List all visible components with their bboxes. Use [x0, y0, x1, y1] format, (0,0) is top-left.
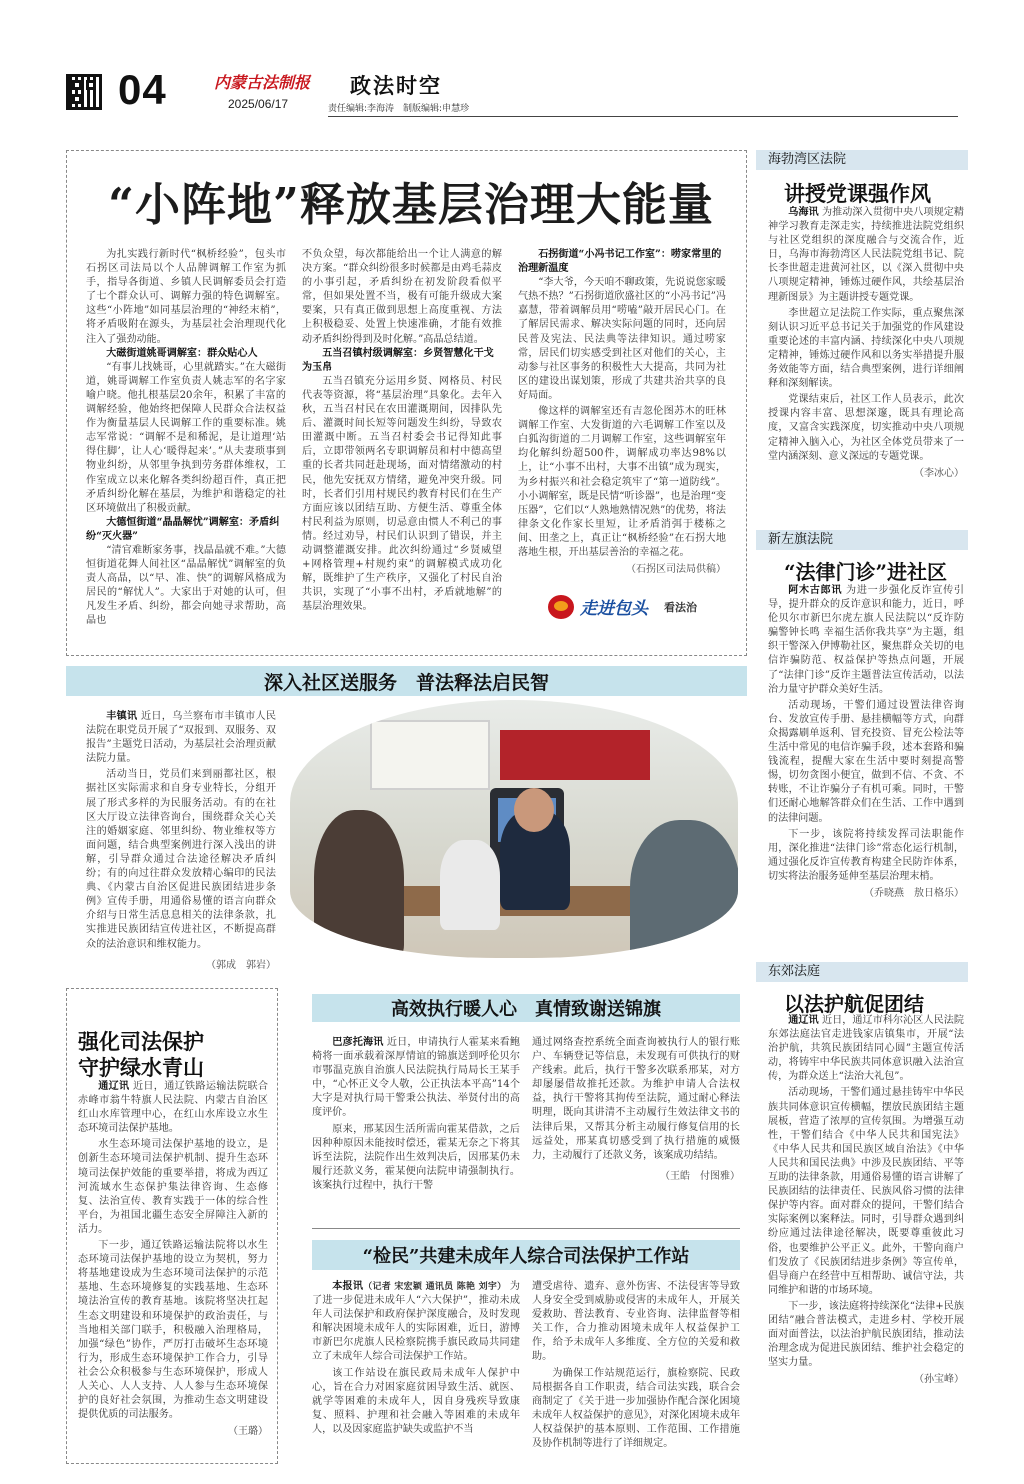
photo-window-icon [370, 720, 490, 790]
eco-paragraph: 水生态环境司法保护基地的设立，是创新生态环境司法保护机制、提升生态环境司法保护效能的重要举措，将成为西辽河流域水生态保护集法律咨询、生态修复、法治宣传、教育实践于一体的综合性平台，为祖国北疆生态安全屏障注入新的活力。 [78, 1139, 268, 1235]
badge-main-text: 走进包头 [580, 599, 648, 619]
court3-byline: 通辽讯 [788, 1015, 819, 1026]
court2-byline: 阿木古郎讯 [788, 585, 843, 596]
eco-text [78, 1080, 268, 1437]
juvenile-byline-note: （记者 宋宏颖 通讯员 陈艳 刘宇） [363, 1282, 507, 1292]
eco-credit: （王璐） [228, 1426, 268, 1438]
eco-paragraph: 近日，通辽铁路运输法院联合赤峰市翁牛特旗人民法院、内蒙古自治区红山水库管理中心，在红山水库设立水生态环境司法保护基地。 [78, 1081, 269, 1135]
execution-band-title: 高效执行暖人心 真情致谢送锦旗 [312, 994, 740, 1022]
editor-line: 责任编辑:李海涛 制版编辑:申慧珍 [328, 104, 470, 114]
community-credit: （郭成 郭岩） [206, 959, 276, 971]
execution-byline: 巴彦托海讯 [332, 1037, 384, 1048]
lead-paragraph: 五当召镇充分运用乡贤、网格员、村民代表等资源，将“基层治理”具象化。去年入秋，五当召村民在农田灌溉期间，因排队先后、灌溉时间长短等问题发生纠纷，导致农田灌溉中断。五当召村委会书记得知此事后，立即带领两名专职调解员和村中德高望重的长者共同赶赴现场，面对情绪激动的村民，他先安抚双方情绪，避免冲突升级。同时，长者们引用村规民约教育村民们在生产方面应该以团结互助、方便生活、尊重全体村民利益为原则，切忌意由惯人不利己的事情。经过劝导，村民们认识到了错误，并主动调整灌溉安排。此次纠纷通过“乡贤威望+网格管理+村规约束”的调解模式成功化解，既维护了生产秩序，又强化了村民自治共识，实现了“小事不出村，矛盾就地解”的基层治理效果。 [302, 375, 502, 613]
sidebar-label-xinzuoqi: 新左旗法院 [756, 530, 968, 550]
juvenile-divider [312, 1228, 740, 1229]
juvenile-column-1 [312, 1280, 520, 1437]
juvenile-paragraph: 为了进一步促进未成年人“六大保护”，推动未成年人司法保护和政府保护深度融合，及时发现和解决困境未成年人的实际困难，近日，游博市新巴尔虎旗人民检察院携手旗民政局共同建立了未成年人综合司法保护工作站。 [312, 1281, 520, 1363]
sidebar-label-dongjiao: 东郊法庭 [756, 962, 968, 982]
photo-person-icon [314, 810, 404, 958]
court3-paragraph: 近日，通辽市科尔沁区人民法院东郊法庭法官走进钱家店镇集市，开展“法治护航，共筑民族团结同心圆”主题宣传活动，将铸牢中华民族共同体意识融入法治宣传，为群众送上“法治大礼包”。 [768, 1015, 965, 1083]
newspaper-logo: 内蒙古法制报 [214, 73, 311, 92]
court2-text [768, 584, 964, 899]
court3-credit: （孙宝峰） [914, 1374, 964, 1386]
court1-credit: （李冰心） [914, 467, 964, 479]
lead-subheading: 五当召镇村级调解室：乡贤智慧化干戈为玉帛 [302, 347, 494, 373]
execution-column-2 [532, 1036, 740, 1182]
issue-date: 2025/06/17 [228, 97, 289, 111]
header-rule [328, 116, 958, 117]
community-paragraph: 近日，乌兰察布市丰镇市人民法院在职党员开展了“双报到、双服务、双报告”主题党日活动，为基层社会治理贡献法院力量。 [86, 711, 277, 765]
juvenile-paragraph: 遭受虐待、遗弃、意外伤害、不法侵害等导致人身安全受到威胁或侵害的未成年人，开展关爱救助、普法教育、专业咨询、法律监督等相关工作，合力推动困境未成年人权益保护工作，给予未成年人多维度、全方位的关爱和救助。 [532, 1281, 740, 1363]
execution-column-1 [312, 1036, 520, 1193]
court2-paragraph: 下一步，该院将持续发挥司法职能作用，深化推进“法律门诊”常态化运行机制，通过强化反诈宣传教育构建全民防诈体系，切实将法治服务延伸至基层治理末梢。 [768, 828, 964, 882]
lead-paragraph: “清官难断家务事，找晶晶就不难。”大德恒街道花舞人间社区“晶晶解忧”调解室的负责人高晶，以“早、准、快”的调解风格成为居民的“解忧人”。大家出于对她的认可，但凡发生矛盾、纠纷，都会向她寻求帮助，高晶也 [86, 544, 286, 627]
juvenile-column-2 [532, 1280, 740, 1451]
lead-subheading: 大磁街道姚哥调解室：群众贴心人 [106, 347, 258, 359]
sidebar-label-haibowan: 海勃湾区法院 [756, 150, 968, 170]
court2-credit: （乔晓燕 敖日格乐） [864, 887, 964, 899]
court1-paragraph: 为推动深入贯彻中央八项规定精神学习教育走深走实，持续推进法院党组织与社区党组织的深度融合与交流合作，近日，乌海市海勃湾区人民法院党组书记、院长李世超走进黄河社区，以《深入贯彻中央八项规定精神，锤炼过硬作风，共绘基层治理新图景》为主题讲授专题党课。 [768, 207, 965, 303]
photo-person-icon [630, 820, 738, 958]
eco-byline: 通辽讯 [98, 1081, 130, 1092]
lead-column-1 [86, 248, 286, 629]
court3-paragraph: 下一步，该法庭将持续深化“法律+民族团结”融合普法模式，走进乡村、学校开展面对面普法，以法治护航民族团结，推动法治理念成为促进民族团结、维护社会稳定的坚实力量。 [768, 1300, 964, 1369]
section-name: 政法时空 [350, 73, 442, 98]
juvenile-byline: 本报讯 [332, 1281, 364, 1292]
badge-sub-text: 看法治 [664, 601, 697, 614]
photo-person-icon [440, 840, 500, 930]
juvenile-paragraph: 为确保工作站规范运行，旗检察院、民政局根据各自工作职责，结合司法实践，联合会商制定了《关于进一步加强协作配合深化困境未成年人权益保护的意见》，对深化困境未成年人权益保护的基本原则、工作范围、工作措施及协作机制等进行了详细规定。 [532, 1367, 740, 1450]
court2-paragraph: 为进一步强化反诈宣传引导，提升群众的反诈意识和能力，近日，呼伦贝尔市新巴尔虎左旗人民法院以“反诈防骗警钟长鸣 幸福生活你我共享”为主题，组织干警深入伊博勒社区，聚焦群众关切的电信诈骗防范、权益保护等热点问题，开展了“法律门诊”反诈主题普法宣传活动，以法治力量守护群众美好生活。 [768, 585, 964, 695]
walk-into-baotou-badge [548, 594, 718, 620]
eco-headline-line-2: 守护绿水青山 [78, 1055, 204, 1080]
court1-text [768, 206, 964, 479]
lead-headline: “小阵地”释放基层治理大能量 [108, 178, 714, 231]
lead-paragraph: 为扎实践行新时代“枫桥经验”，包头市石拐区司法局以个人品牌调解工作室为抓手，指导各街道、乡镇人民调解委员会打造了七个群众认可、调解力强的特色调解室。这些“小阵地”如同基层治理的“神经末梢”，将矛盾吸附在源头，为基层社会治理现代化注入了强劲动能。 [86, 249, 286, 345]
court1-title: 讲授党课强作风 [784, 181, 931, 206]
community-text [86, 710, 276, 971]
juvenile-band-title: “检民”共建未成年人综合司法保护工作站 [312, 1240, 740, 1270]
court3-paragraph: 活动现场，干警们通过悬挂铸牢中华民族共同体意识宣传横幅，摆放民族团结主题展板，营造了浓厚的宣传氛围。为增强互动性，干警们结合《中华人民共和国宪法》《中华人民共和国民族区域自治法》《中华人民共和国民法典》中涉及民族团结、平等互助的法律条款，用通俗易懂的语言讲解了民族团结的法律责任、民族风俗习惯的法律保护等内容。面对群众的提问，干警们结合实际案例以案释法。同时，引导群众遇到纠纷应通过法律途径解决，既要尊重彼此习俗，也要维护公平正义。此外，干警向商户们发放了《民族团结进步条例》等宣传单，倡导商户在经营中互相帮助、诚信守法，共同维护和谐的市场环境。 [768, 1087, 964, 1296]
lead-paragraph: “李大爷，今天咱不聊政策，先说说您家暖气热不热？”石拐街道欣盛社区的“小冯书记”冯嘉慧，带着调解员用“唠嗑”敲开居民心门。在了解居民需求、解决实际问题的同时，还向居民普及宪法、民法典等法律知识。通过唠家常，居民们切实感受到社区对他们的关心，主动参与社区事务的积极性大大提高，共同为社区的建设出谋划策，形成了共建共治共享的良好局面。 [518, 277, 726, 401]
lead-paragraph: “有事儿找姚哥，心里就踏实。”在大磁街道，姚哥调解工作室负责人姚志军的名字家喻户晓。他扎根基层20余年，积累了丰富的调解经验，他始终把保障人民群众合法权益作为衡量基层人民调解工作的重要标准。姚志军常说：“调解不是和稀泥，是让道理‘站得住脚’，让人心‘暖得起来’。”从夫妻琐事到物业纠纷，从邻里争执到劳务群体维权，工作室成立以来化解各类纠纷超百件，真正把矛盾纠纷化解在基层，为维护和谐稳定的社区环境做出了积极贡献。 [86, 361, 286, 514]
lead-column-2 [302, 248, 502, 614]
qr-code-icon[interactable] [66, 74, 102, 110]
execution-paragraph: 近日，申请执行人霍某来看鲍椅将一面承载着深厚情谊的锦旗送到呼伦贝尔市鄂温克族自治旗人民法院执行局局长王某手中，“心怀正义令人敬，公正执法本平高”14个大字是对执行局干警秉公执法、举贤付出的高度评价。 [312, 1037, 520, 1119]
court2-title: “法律门诊”进社区 [784, 560, 948, 584]
eco-headline-line-1: 强化司法保护 [78, 1029, 204, 1054]
execution-paragraph: 原来，邢某因生活所需向霍某借款，之后因种种原因未能按时偿还，霍某无奈之下将其诉至法院，法院作出生效判决后，因邢某仍未履行还款义务，霍某便向法院申请强制执行。该案执行过程中，执行干警 [312, 1123, 520, 1191]
community-band-title: 深入社区送服务 普法释法启民智 [66, 666, 747, 696]
juvenile-paragraph: 该工作站设在旗民政局未成年人保护中心，旨在合力对困家庭贫困导致生活、就医、就学等困难的未成年人，因自身残疾导致康复、照料、护理和社会融入等困难的未成年人，以及因家庭监护缺失或监护不当 [312, 1367, 520, 1435]
community-photo [290, 700, 738, 958]
court1-byline: 乌海讯 [788, 207, 819, 218]
court1-paragraph: 党课结束后，社区工作人员表示，此次授课内容丰富、思想深邃，既具有理论高度，又富含实践深度，切实推动中央八项规定精神入脑入心，为社区全体党员带来了一堂内涵深刻、意义深远的专题党课。 [768, 394, 964, 462]
court3-text [768, 1014, 964, 1385]
lead-paragraph: 像这样的调解室还有吉忽伦图苏木的旺林调解工作室、大发街道的六毛调解工作室以及白狐沟街道的二月调解工作室，这些调解室年均化解纠纷超500件，调解成功率达98%以上，让“小事不出村，大事不出镇”成为现实，为乡村振兴和社会稳定筑牢了“第一道防线”。小小调解室，既是民情“听诊器”，也是治理“变压器”，它们以“人熟地熟情况熟”的优势，将法律条文化作家长里短，让矛盾消弭于楼栋之间、田垄之上，真正让“枫桥经验”在石拐大地落地生根，开出基层善治的幸福之花。 [518, 406, 726, 558]
lead-subheading: 石拐街道“小冯书记工作室”：唠家常里的治理新温度 [518, 249, 722, 275]
page-number: 04 [118, 66, 167, 113]
lead-subheading: 大德恒街道“晶晶解忧”调解室：矛盾纠纷“灭火器” [86, 516, 280, 542]
court3-title: 以法护航促团结 [784, 992, 924, 1016]
execution-credit: （王皓 付图雅） [660, 1170, 740, 1182]
court2-paragraph: 活动现场，干警们通过设置法律咨询台、发放宣传手册、悬挂横幅等方式，向群众揭露刷单返利、冒充投资、冒充公检法等生活中常见的电信诈骗手段，述本套路和骗钱流程，提醒大家在生活中要时刻提高警惕，切勿贪图小便宜，做到不信、不贪、不转账，不让诈骗分子有机可乘。同时，干警们还耐心地解答群众们在生活、工作中遇到的法律问题。 [768, 699, 964, 824]
lead-column-3 [518, 248, 726, 575]
lead-credit: （石拐区司法局供稿） [626, 564, 726, 576]
photo-banner-icon [500, 730, 650, 780]
community-byline: 丰镇讯 [106, 711, 138, 722]
community-paragraph: 活动当日，党员们来到丽都社区，根据社区实际需求和自身专业特长，分组开展了形式多样的为民服务活动。有的在社区大厅设立法律咨询台，围绕群众关心关注的婚姻家庭、邻里纠纷、物业维权等方面问题，结合典型案例进行深入浅出的讲解，引导群众通过合法途径解决矛盾纠纷；有的向过往群众发放精心编印的民法典、《内蒙古自治区促进民族团结进步条例》宣传手册，用通俗易懂的语言向群众介绍与日常生活息息相关的法律条款，扎实推进民族团结宣传进社区，不断提高群众的法治意识和维权能力。 [86, 769, 276, 950]
execution-paragraph: 通过网络查控系统全面查询被执行人的银行账户、车辆登记等信息，未发现有可供执行的财产线索。此后，执行干警多次联系邢某，对方却屡屡借故推托还款。为维护申请人合法权益，执行干警将其拘传至法院，通过耐心释法明理，既向其讲清不主动履行生效法律文书的法律后果，又帮其分析主动履行修复信用的长远益处，邢某真切感受到了执行措施的威慑力，主动履行了还款义务，该案成功结结。 [532, 1037, 740, 1161]
eco-paragraph: 下一步，通辽铁路运输法院将以水生态环境司法保护基地的设立为契机，努力将基地建设成为生态环境司法保护的示范基地、生态环境修复的实践基地、生态环境法治宣传的教育基地。该院将坚决扛起生态文明建设和环境保护的政治责任，与当地相关部门联手，积极融入治理格局，加强“绿色”协作，严厉打击破坏生态环境行为，形成生态环境保护工作合力，引导社会公众积极参与生态环境保护，形成人人关心、人人支持、人人参与生态环境保护的良好社会氛围，为推动生态文明建设提供优质的司法服务。 [78, 1240, 268, 1421]
court1-paragraph: 李世超立足法院工作实际，重点聚焦深刻认识习近平总书记关于加强党的作风建设重要论述的丰富内涵、持续深化中央八项规定精神，锤炼过硬作风和以务实举措提升服务效能等方面，结合典型案例，进行详细阐释和深刻解读。 [768, 307, 964, 390]
lead-paragraph: 不负众望，每次都能给出一个让人满意的解决方案。“群众纠纷很多时候都是由鸡毛蒜皮的小事引起，矛盾纠纷在初发阶段看似平常，但如果处置不当，极有可能升级成大案要案，只有真正做到思想上高度重视、方法上积极稳妥、处置上快速准确，才能有效推动矛盾纠纷得到及时化解。”高晶总结道。 [302, 249, 502, 345]
